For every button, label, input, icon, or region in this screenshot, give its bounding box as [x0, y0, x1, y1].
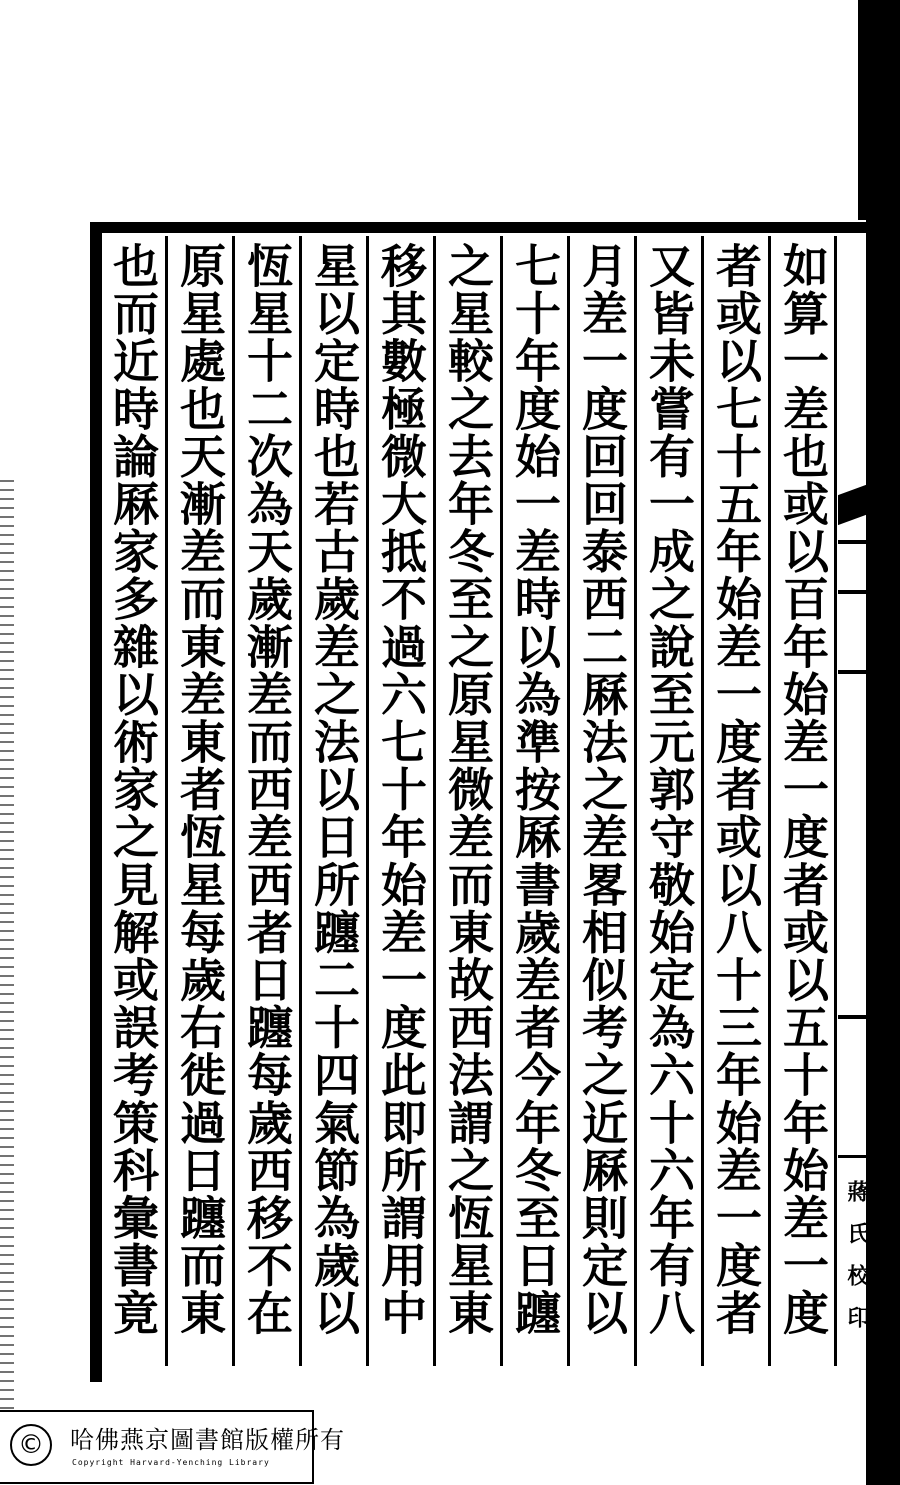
column-rule [500, 236, 503, 1366]
column-rule [768, 236, 771, 1366]
column-text: 也而近時論厤家多雜以術家之見解或誤考策科彙書竟 [106, 242, 160, 1337]
scan-edge-noise [0, 480, 14, 1480]
column-rule [366, 236, 369, 1366]
fold-fishtail-mark [838, 485, 866, 525]
text-column [236, 236, 298, 1366]
text-column [370, 236, 432, 1366]
fold-line-mark [838, 1015, 866, 1019]
column-text: 七十年度始一差時以為準按厤書歲差者今年冬至日躔 [508, 242, 562, 1337]
column-rule [701, 236, 704, 1366]
column-rule [634, 236, 637, 1366]
column-text: 移其數極微大抵不過六七十年始差一度此即所謂用中 [374, 242, 428, 1337]
text-column [705, 236, 767, 1366]
text-column [303, 236, 365, 1366]
column-rule [567, 236, 570, 1366]
column-rule [834, 236, 837, 1366]
text-column [169, 236, 231, 1366]
column-rule [165, 236, 168, 1366]
copyright-stamp [0, 1410, 345, 1484]
fold-line-mark [838, 670, 866, 674]
copyright-icon: © [10, 1424, 52, 1466]
margin-label: 蔣氏校印 [844, 1180, 870, 1348]
column-text: 月差一度回回泰西二厤法之差畧相似考之近厤則定以 [575, 242, 629, 1337]
fold-line-mark [838, 590, 866, 594]
text-column [772, 236, 834, 1366]
page-edge-top [858, 0, 866, 220]
column-text: 恆星十二次為天歲漸差而西差西者日躔每歲西移不在 [240, 242, 294, 1337]
fold-line-mark [838, 1155, 866, 1158]
copyright-chinese: 哈佛燕京圖書館版權所有 [70, 1426, 345, 1454]
column-text: 星以定時也若古歲差之法以日所躔二十四氣節為歲以 [307, 242, 361, 1337]
frame-top-border [90, 222, 866, 233]
column-rule [299, 236, 302, 1366]
text-column [571, 236, 633, 1366]
frame-left-border [90, 222, 102, 1382]
column-text: 之星較之去年冬至之原星微差而東故西法謂之恆星東 [441, 242, 495, 1337]
text-column [638, 236, 700, 1366]
copyright-english: Copyright Harvard-Yenching Library [72, 1458, 270, 1467]
column-text: 又皆未嘗有一成之說至元郭守敬始定為六十六年有八 [642, 242, 696, 1337]
fold-line-mark [838, 540, 866, 544]
column-rule [433, 236, 436, 1366]
page-fold-shadow [866, 0, 900, 1485]
column-text: 者或以七十五年始差一度者或以八十三年始差一度者 [709, 242, 763, 1337]
text-column [102, 236, 164, 1366]
text-column [504, 236, 566, 1366]
column-text: 原星處也天漸差而東差東者恆星每歲右徙過日躔而東 [173, 242, 227, 1337]
text-column [437, 236, 499, 1366]
column-rule [232, 236, 235, 1366]
column-text: 如算一差也或以百年始差一度者或以五十年始差一度 [776, 242, 830, 1337]
